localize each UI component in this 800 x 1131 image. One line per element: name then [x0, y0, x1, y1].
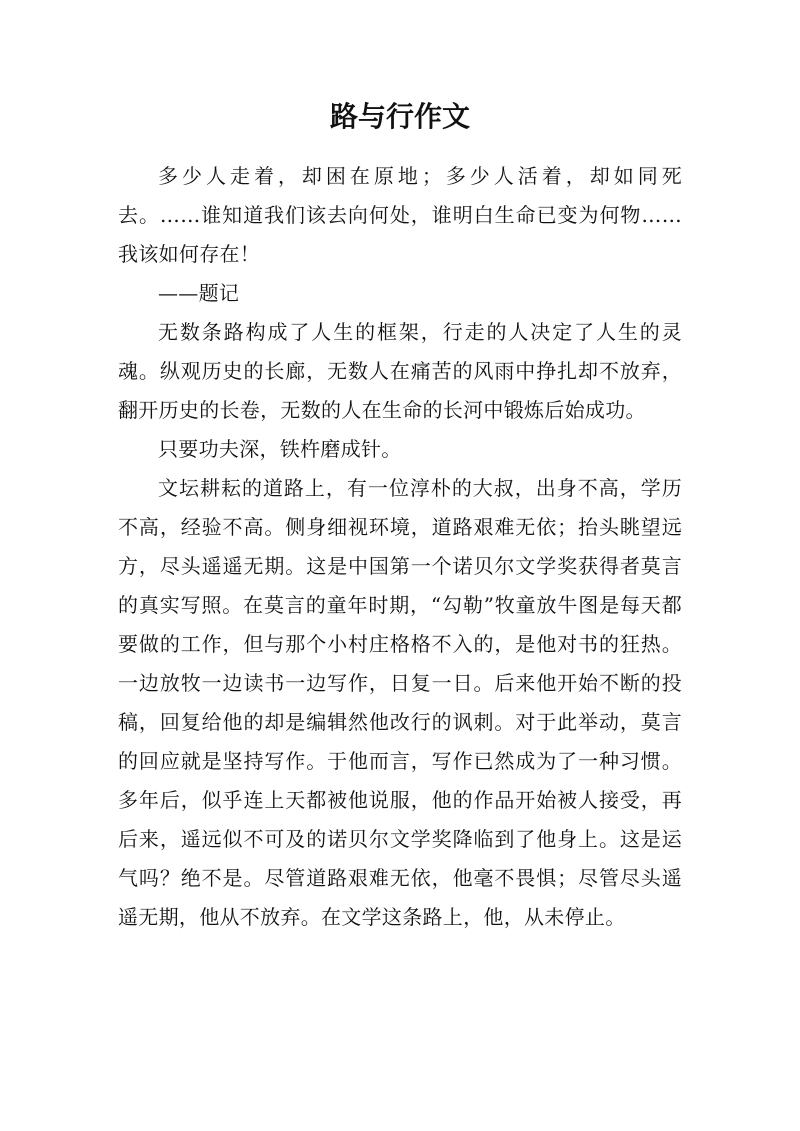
document-body [118, 157, 682, 937]
paragraph-moyan: 文坛耕耘的道路上，有一位淳朴的大叔，出身不高，学历不高，经验不高。侧身细视环境，道路艰难无依；抬头眺望远方，尽头遥遥无期。这是中国第一个诺贝尔文学奖获得者莫言的真实写照。在莫言的童年时期，“勾勒”牧童放牛图是每天都要做的工作，但与那个小村庄格格不入的，是他对书的狂热。一边放牧一边读书一边写作，日复一日。后来他开始不断的投稿，回复给他的却是编辑然他改行的讽刺。对于此举动，莫言的回应就是坚持写作。于他而言，写作已然成为了一种习惯。多年后，似乎连上天都被他说服，他的作品开始被人接受，再后来，遥远似不可及的诺贝尔文学奖降临到了他身上。这是运气吗？绝不是。尽管道路艰难无依，他毫不畏惧；尽管尽头遥遥无期，他从不放弃。在文学这条路上，他，从未停止。 [118, 476, 682, 929]
paragraph-intro: 无数条路构成了人生的框架，行走的人决定了人生的灵魂。纵观历史的长廊，无数人在痛苦的风雨中挣扎却不放弃，翻开历史的长卷，无数的人在生命的长河中锻炼后始成功。 [118, 320, 682, 422]
paragraph-epigraph: 多少人走着，却困在原地；多少人活着，却如同死去。……谁知道我们该去向何处，谁明白生命已变为何物……我该如何存在！ [118, 164, 682, 266]
paragraph-epigraph-attribution: ——题记 [158, 281, 240, 305]
paragraph-proverb: 只要功夫深，铁杵磨成针。 [158, 437, 402, 461]
document-title: 路与行作文 [329, 100, 470, 133]
